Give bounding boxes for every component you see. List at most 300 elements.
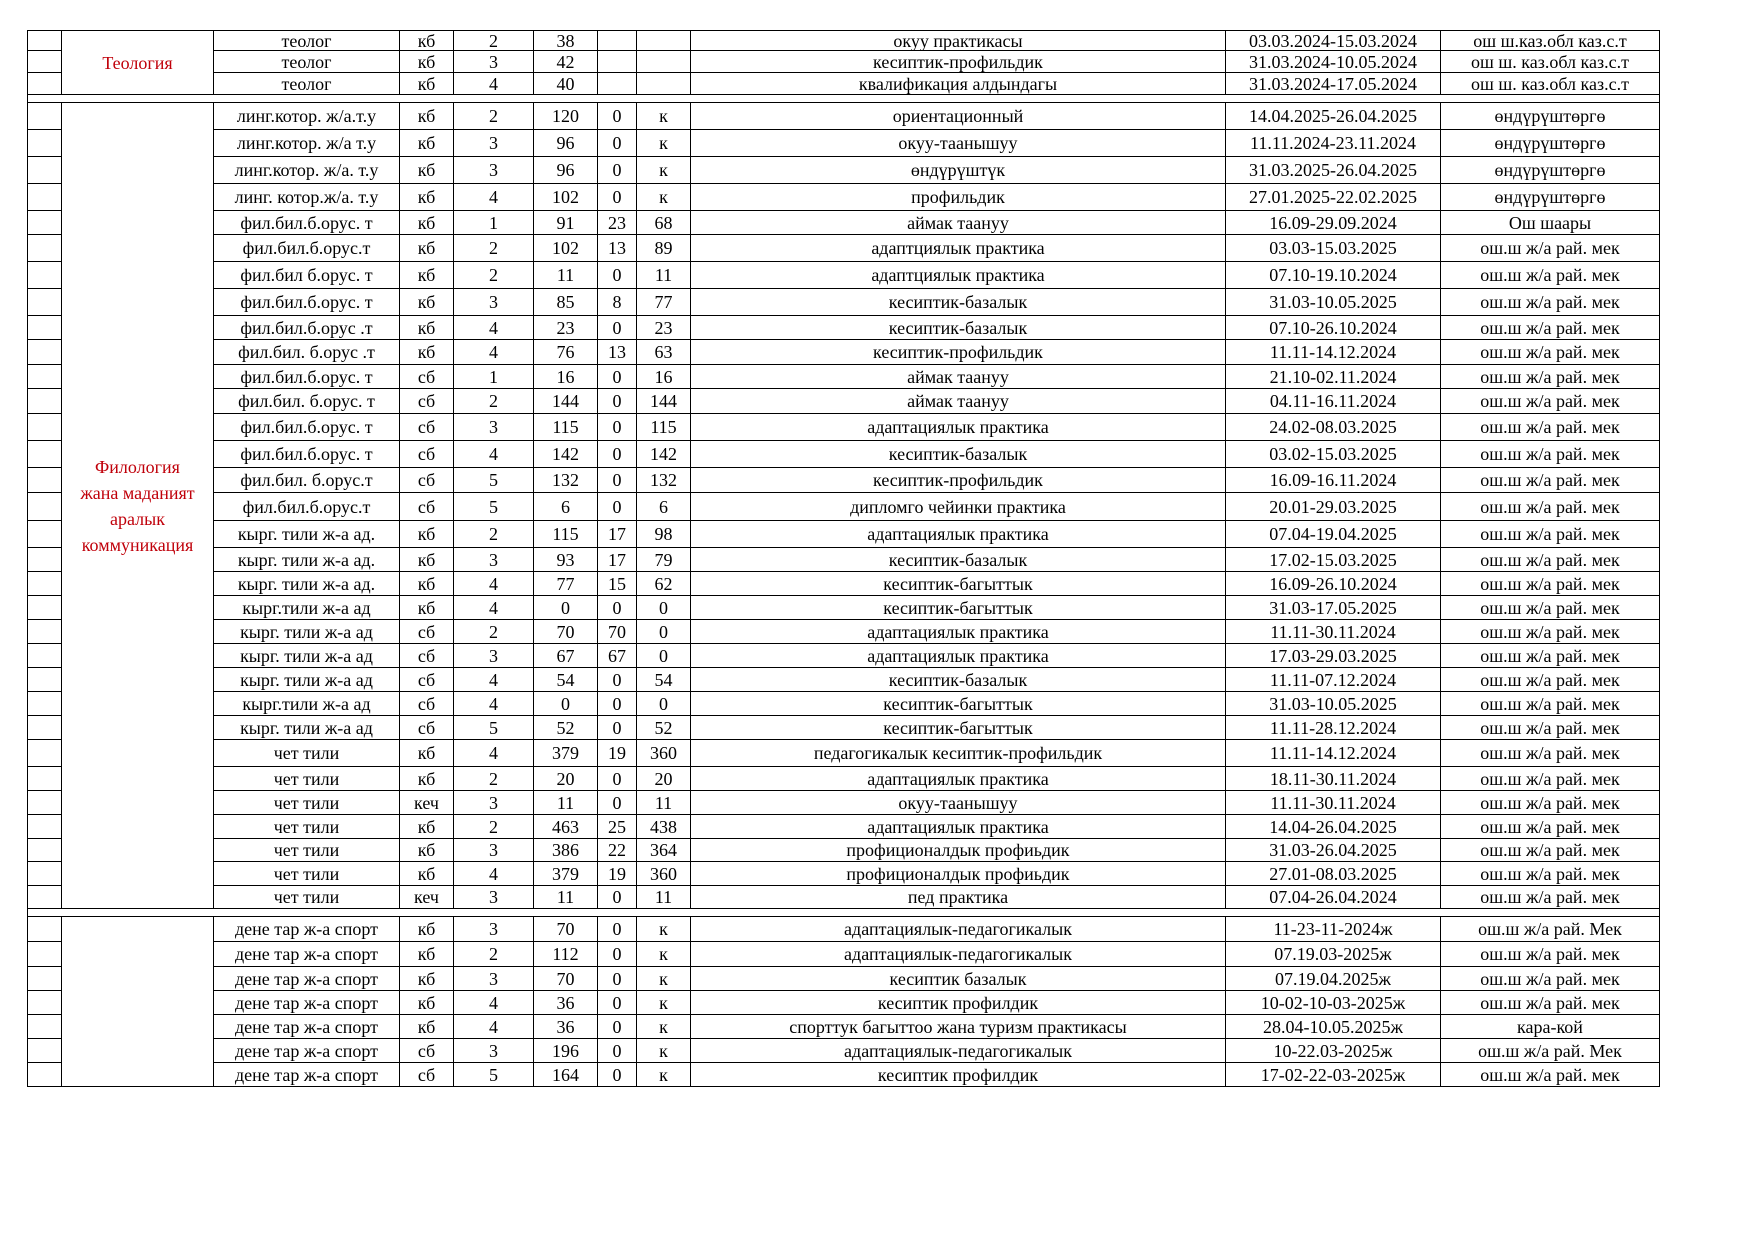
form-cell: кб	[400, 917, 454, 942]
form-cell: кб	[400, 130, 454, 157]
practice-type-cell: адаптациялык практика	[691, 644, 1226, 668]
total-cell: 23	[534, 316, 598, 340]
form-cell: кб	[400, 51, 454, 73]
practice-type-cell: кесиптик-профильдик	[691, 468, 1226, 493]
index-cell	[28, 51, 62, 73]
location-cell: ош.ш ж/а рай. Мек	[1441, 1039, 1660, 1063]
index-cell	[28, 184, 62, 211]
specialty-cell: линг.котор. ж/а т.у	[214, 130, 400, 157]
location-cell: ош.ш ж/а рай. мек	[1441, 716, 1660, 740]
specialty-cell: кырг. тили ж-а ад	[214, 620, 400, 644]
total-cell: 70	[534, 917, 598, 942]
period-cell: 10-22.03-2025ж	[1226, 1039, 1441, 1063]
period-cell: 31.03-26.04.2025	[1226, 839, 1441, 862]
period-cell: 14.04-26.04.2025	[1226, 815, 1441, 839]
practice-type-cell: педагогикалык кесиптик-профильдик	[691, 740, 1226, 767]
form-cell: кб	[400, 316, 454, 340]
form-cell: сб	[400, 668, 454, 692]
index-cell	[28, 414, 62, 441]
budget-cell: 16	[637, 365, 691, 389]
specialty-cell: кырг. тили ж-а ад	[214, 716, 400, 740]
index-cell	[28, 73, 62, 95]
contract-cell: 0	[598, 1015, 637, 1039]
specialty-cell: чет тили	[214, 862, 400, 886]
location-cell: өндүрүштөргө	[1441, 157, 1660, 184]
contract-cell: 23	[598, 211, 637, 235]
form-cell: сб	[400, 414, 454, 441]
course-cell: 2	[454, 767, 534, 791]
budget-cell: к	[637, 991, 691, 1015]
index-cell	[28, 740, 62, 767]
specialty-cell: дене тар ж-а спорт	[214, 1039, 400, 1063]
table-row	[28, 886, 1660, 909]
location-cell: ош.ш ж/а рай. мек	[1441, 644, 1660, 668]
total-cell: 0	[534, 692, 598, 716]
form-cell: кб	[400, 548, 454, 572]
budget-cell: 89	[637, 235, 691, 262]
total-cell: 70	[534, 620, 598, 644]
budget-cell: 98	[637, 521, 691, 548]
spacer-row	[28, 909, 1660, 917]
total-cell: 196	[534, 1039, 598, 1063]
course-cell: 3	[454, 967, 534, 991]
table-row	[28, 596, 1660, 620]
location-cell: ош.ш ж/а рай. мек	[1441, 414, 1660, 441]
location-cell: өндүрүштөргө	[1441, 184, 1660, 211]
location-cell: ош.ш ж/а рай. мек	[1441, 886, 1660, 909]
specialty-cell: чет тили	[214, 886, 400, 909]
index-cell	[28, 942, 62, 967]
table-row	[28, 316, 1660, 340]
total-cell: 91	[534, 211, 598, 235]
period-cell: 18.11-30.11.2024	[1226, 767, 1441, 791]
index-cell	[28, 235, 62, 262]
period-cell: 31.03.2024-17.05.2024	[1226, 73, 1441, 95]
total-cell: 102	[534, 184, 598, 211]
contract-cell: 0	[598, 716, 637, 740]
course-cell: 5	[454, 468, 534, 493]
total-cell: 6	[534, 493, 598, 521]
specialty-cell: дене тар ж-а спорт	[214, 967, 400, 991]
index-cell	[28, 389, 62, 414]
practice-type-cell: кесиптик профилдик	[691, 1063, 1226, 1087]
location-cell: өндүрүштөргө	[1441, 103, 1660, 130]
contract-cell: 0	[598, 1063, 637, 1087]
specialty-cell: теолог	[214, 51, 400, 73]
practice-type-cell: кесиптик базалык	[691, 967, 1226, 991]
specialty-cell: дене тар ж-а спорт	[214, 942, 400, 967]
total-cell: 77	[534, 572, 598, 596]
practice-type-cell: аймак таануу	[691, 365, 1226, 389]
practice-type-cell: профильдик	[691, 184, 1226, 211]
total-cell: 379	[534, 862, 598, 886]
practice-type-cell: кесиптик-базалык	[691, 668, 1226, 692]
spacer-cell	[28, 95, 1660, 103]
form-cell: кб	[400, 184, 454, 211]
period-cell: 17.03-29.03.2025	[1226, 644, 1441, 668]
location-cell: ош.ш ж/а рай. мек	[1441, 596, 1660, 620]
specialty-cell: кырг. тили ж-а ад.	[214, 548, 400, 572]
course-cell: 4	[454, 572, 534, 596]
total-cell: 142	[534, 441, 598, 468]
specialty-cell: теолог	[214, 31, 400, 51]
contract-cell: 8	[598, 289, 637, 316]
spacer-row	[28, 95, 1660, 103]
budget-cell: 0	[637, 644, 691, 668]
table-row	[28, 365, 1660, 389]
practice-type-cell: аймак таануу	[691, 389, 1226, 414]
period-cell: 11.11-07.12.2024	[1226, 668, 1441, 692]
location-cell: ош.ш ж/а рай. мек	[1441, 767, 1660, 791]
table-row	[28, 791, 1660, 815]
budget-cell	[637, 31, 691, 51]
index-cell	[28, 791, 62, 815]
course-cell: 1	[454, 365, 534, 389]
table-row	[28, 644, 1660, 668]
specialty-cell: фил.бил.б.орус. т	[214, 365, 400, 389]
contract-cell: 19	[598, 862, 637, 886]
table-row	[28, 942, 1660, 967]
course-cell: 1	[454, 211, 534, 235]
budget-cell	[637, 73, 691, 95]
specialty-cell: фил.бил. б.орус.т	[214, 468, 400, 493]
course-cell: 4	[454, 740, 534, 767]
table-row	[28, 767, 1660, 791]
period-cell: 28.04-10.05.2025ж	[1226, 1015, 1441, 1039]
period-cell: 07.10-26.10.2024	[1226, 316, 1441, 340]
form-cell: кеч	[400, 791, 454, 815]
faculty-cell: Филология жана маданият аралык коммуникация	[62, 103, 214, 909]
contract-cell: 0	[598, 991, 637, 1015]
index-cell	[28, 692, 62, 716]
spacer-cell	[28, 909, 1660, 917]
total-cell: 164	[534, 1063, 598, 1087]
budget-cell: 68	[637, 211, 691, 235]
course-cell: 4	[454, 316, 534, 340]
contract-cell: 17	[598, 521, 637, 548]
table-row	[28, 620, 1660, 644]
course-cell: 3	[454, 791, 534, 815]
period-cell: 10-02-10-03-2025ж	[1226, 991, 1441, 1015]
period-cell: 17-02-22-03-2025ж	[1226, 1063, 1441, 1087]
course-cell: 3	[454, 414, 534, 441]
practice-type-cell: окуу-таанышуу	[691, 130, 1226, 157]
practice-type-cell: кесиптик-профильдик	[691, 51, 1226, 73]
total-cell: 40	[534, 73, 598, 95]
budget-cell: к	[637, 103, 691, 130]
index-cell	[28, 967, 62, 991]
faculty-cell: Теология	[62, 31, 214, 95]
course-cell: 3	[454, 917, 534, 942]
total-cell: 0	[534, 596, 598, 620]
course-cell: 4	[454, 1015, 534, 1039]
form-cell: кб	[400, 991, 454, 1015]
specialty-cell: чет тили	[214, 839, 400, 862]
specialty-cell: фил.бил.б.орус. т	[214, 414, 400, 441]
specialty-cell: дене тар ж-а спорт	[214, 1063, 400, 1087]
table-row	[28, 184, 1660, 211]
budget-cell: 360	[637, 740, 691, 767]
form-cell: сб	[400, 620, 454, 644]
specialty-cell: дене тар ж-а спорт	[214, 1015, 400, 1039]
budget-cell: к	[637, 130, 691, 157]
course-cell: 3	[454, 157, 534, 184]
location-cell: ош ш.каз.обл каз.с.т	[1441, 31, 1660, 51]
specialty-cell: дене тар ж-а спорт	[214, 991, 400, 1015]
course-cell: 4	[454, 184, 534, 211]
practice-type-cell: окуу практикасы	[691, 31, 1226, 51]
course-cell: 5	[454, 716, 534, 740]
budget-cell: к	[637, 1063, 691, 1087]
table-row	[28, 31, 1660, 51]
specialty-cell: фил.бил.б.орус.т	[214, 493, 400, 521]
period-cell: 11.11-30.11.2024	[1226, 620, 1441, 644]
total-cell: 93	[534, 548, 598, 572]
budget-cell: 115	[637, 414, 691, 441]
location-cell: ош.ш ж/а рай. мек	[1441, 521, 1660, 548]
total-cell: 36	[534, 1015, 598, 1039]
location-cell: ош.ш ж/а рай. мек	[1441, 967, 1660, 991]
location-cell: ош.ш ж/а рай. мек	[1441, 839, 1660, 862]
practice-type-cell: кесиптик-багыттык	[691, 716, 1226, 740]
index-cell	[28, 644, 62, 668]
location-cell: ош.ш ж/а рай. мек	[1441, 991, 1660, 1015]
course-cell: 2	[454, 31, 534, 51]
index-cell	[28, 1063, 62, 1087]
period-cell: 04.11-16.11.2024	[1226, 389, 1441, 414]
form-cell: кб	[400, 73, 454, 95]
practice-type-cell: кесиптик-багыттык	[691, 692, 1226, 716]
table-row	[28, 51, 1660, 73]
budget-cell: к	[637, 184, 691, 211]
specialty-cell: кырг. тили ж-а ад.	[214, 521, 400, 548]
form-cell: кб	[400, 262, 454, 289]
practice-type-cell: кесиптик-профильдик	[691, 340, 1226, 365]
contract-cell: 0	[598, 262, 637, 289]
form-cell: кб	[400, 815, 454, 839]
form-cell: кб	[400, 157, 454, 184]
practice-type-cell: адаптациялык практика	[691, 521, 1226, 548]
budget-cell: 79	[637, 548, 691, 572]
specialty-cell: дене тар ж-а спорт	[214, 917, 400, 942]
specialty-cell: фил.бил.б.орус .т	[214, 316, 400, 340]
specialty-cell: линг. котор.ж/а. т.у	[214, 184, 400, 211]
total-cell: 36	[534, 991, 598, 1015]
location-cell: Ош шаары	[1441, 211, 1660, 235]
table-row	[28, 839, 1660, 862]
practice-type-cell: кесиптик-базалык	[691, 289, 1226, 316]
contract-cell: 0	[598, 468, 637, 493]
budget-cell: к	[637, 1039, 691, 1063]
period-cell: 27.01.2025-22.02.2025	[1226, 184, 1441, 211]
form-cell: кб	[400, 839, 454, 862]
form-cell: кб	[400, 521, 454, 548]
location-cell: ош.ш ж/а рай. мек	[1441, 468, 1660, 493]
location-cell: ош.ш ж/а рай. мек	[1441, 862, 1660, 886]
contract-cell: 0	[598, 791, 637, 815]
specialty-cell: чет тили	[214, 767, 400, 791]
practice-type-cell: квалификация алдындагы	[691, 73, 1226, 95]
specialty-cell: кырг. тили ж-а ад	[214, 644, 400, 668]
practice-type-cell: кесиптик профилдик	[691, 991, 1226, 1015]
form-cell: кб	[400, 31, 454, 51]
contract-cell: 0	[598, 767, 637, 791]
budget-cell: 0	[637, 692, 691, 716]
period-cell: 11.11-28.12.2024	[1226, 716, 1441, 740]
contract-cell: 13	[598, 235, 637, 262]
period-cell: 03.03.2024-15.03.2024	[1226, 31, 1441, 51]
total-cell: 20	[534, 767, 598, 791]
table-row	[28, 572, 1660, 596]
budget-cell: к	[637, 967, 691, 991]
form-cell: кб	[400, 862, 454, 886]
practice-type-cell: пед практика	[691, 886, 1226, 909]
course-cell: 3	[454, 289, 534, 316]
index-cell	[28, 917, 62, 942]
total-cell: 16	[534, 365, 598, 389]
period-cell: 07.04-26.04.2024	[1226, 886, 1441, 909]
practice-type-cell: адаптациялык-педагогикалык	[691, 1039, 1226, 1063]
total-cell: 11	[534, 791, 598, 815]
table-row	[28, 157, 1660, 184]
budget-cell: 11	[637, 886, 691, 909]
contract-cell: 0	[598, 316, 637, 340]
table-row	[28, 716, 1660, 740]
total-cell: 38	[534, 31, 598, 51]
specialty-cell: кырг.тили ж-а ад	[214, 692, 400, 716]
index-cell	[28, 521, 62, 548]
course-cell: 3	[454, 839, 534, 862]
specialty-cell: фил.бил.б.орус. т	[214, 211, 400, 235]
table-row	[28, 1039, 1660, 1063]
practice-type-cell: ориентационный	[691, 103, 1226, 130]
contract-cell: 13	[598, 340, 637, 365]
table-row	[28, 340, 1660, 365]
contract-cell: 0	[598, 668, 637, 692]
course-cell: 3	[454, 644, 534, 668]
budget-cell: к	[637, 942, 691, 967]
contract-cell: 19	[598, 740, 637, 767]
location-cell: өндүрүштөргө	[1441, 130, 1660, 157]
index-cell	[28, 103, 62, 130]
total-cell: 85	[534, 289, 598, 316]
practice-type-cell: кесиптик-базалык	[691, 548, 1226, 572]
period-cell: 03.02-15.03.2025	[1226, 441, 1441, 468]
course-cell: 2	[454, 235, 534, 262]
specialty-cell: фил.бил.б.орус.т	[214, 235, 400, 262]
period-cell: 16.09-26.10.2024	[1226, 572, 1441, 596]
practice-type-cell: адаптациялык практика	[691, 414, 1226, 441]
course-cell: 4	[454, 668, 534, 692]
specialty-cell: чет тили	[214, 815, 400, 839]
location-cell: кара-кой	[1441, 1015, 1660, 1039]
form-cell: кб	[400, 235, 454, 262]
course-cell: 3	[454, 886, 534, 909]
budget-cell: 144	[637, 389, 691, 414]
budget-cell: 20	[637, 767, 691, 791]
table-row	[28, 441, 1660, 468]
form-cell: кб	[400, 572, 454, 596]
practice-type-cell: спорттук багыттоо жана туризм практикасы	[691, 1015, 1226, 1039]
location-cell: ош.ш ж/а рай. мек	[1441, 493, 1660, 521]
index-cell	[28, 548, 62, 572]
practice-type-cell: кесиптик-багыттык	[691, 572, 1226, 596]
contract-cell	[598, 51, 637, 73]
form-cell: кб	[400, 103, 454, 130]
index-cell	[28, 862, 62, 886]
table-row	[28, 521, 1660, 548]
index-cell	[28, 31, 62, 51]
table-row	[28, 493, 1660, 521]
table-row	[28, 917, 1660, 942]
location-cell: ош.ш ж/а рай. мек	[1441, 815, 1660, 839]
period-cell: 07.04-19.04.2025	[1226, 521, 1441, 548]
contract-cell: 0	[598, 441, 637, 468]
course-cell: 4	[454, 596, 534, 620]
form-cell: кеч	[400, 886, 454, 909]
total-cell: 115	[534, 414, 598, 441]
contract-cell: 17	[598, 548, 637, 572]
budget-cell: к	[637, 157, 691, 184]
course-cell: 5	[454, 493, 534, 521]
form-cell: сб	[400, 493, 454, 521]
budget-cell: к	[637, 917, 691, 942]
contract-cell: 0	[598, 692, 637, 716]
location-cell: ош.ш ж/а рай. мек	[1441, 668, 1660, 692]
location-cell: ош ш. каз.обл каз.с.т	[1441, 73, 1660, 95]
course-cell: 2	[454, 262, 534, 289]
specialty-cell: кырг. тили ж-а ад	[214, 668, 400, 692]
location-cell: ош.ш ж/а рай. мек	[1441, 942, 1660, 967]
budget-cell: 0	[637, 596, 691, 620]
form-cell: кб	[400, 596, 454, 620]
index-cell	[28, 493, 62, 521]
period-cell: 07.10-19.10.2024	[1226, 262, 1441, 289]
period-cell: 11.11-30.11.2024	[1226, 791, 1441, 815]
index-cell	[28, 886, 62, 909]
location-cell: ош.ш ж/а рай. мек	[1441, 262, 1660, 289]
index-cell	[28, 668, 62, 692]
budget-cell: 11	[637, 262, 691, 289]
index-cell	[28, 596, 62, 620]
period-cell: 31.03.2025-26.04.2025	[1226, 157, 1441, 184]
index-cell	[28, 262, 62, 289]
location-cell: ош.ш ж/а рай. мек	[1441, 548, 1660, 572]
table-row	[28, 130, 1660, 157]
period-cell: 11.11-14.12.2024	[1226, 740, 1441, 767]
practice-type-cell: кесиптик-багыттык	[691, 596, 1226, 620]
total-cell: 96	[534, 130, 598, 157]
form-cell: сб	[400, 468, 454, 493]
location-cell: ош.ш ж/а рай. мек	[1441, 572, 1660, 596]
index-cell	[28, 767, 62, 791]
form-cell: кб	[400, 340, 454, 365]
form-cell: сб	[400, 389, 454, 414]
contract-cell: 0	[598, 917, 637, 942]
specialty-cell: кырг. тили ж-а ад.	[214, 572, 400, 596]
index-cell	[28, 716, 62, 740]
practice-type-cell: адаптациялык-педагогикалык	[691, 917, 1226, 942]
period-cell: 07.19.03-2025ж	[1226, 942, 1441, 967]
location-cell: ош.ш ж/а рай. мек	[1441, 620, 1660, 644]
specialty-cell: фил.бил. б.орус .т	[214, 340, 400, 365]
budget-cell	[637, 51, 691, 73]
contract-cell	[598, 73, 637, 95]
course-cell: 3	[454, 51, 534, 73]
course-cell: 3	[454, 130, 534, 157]
total-cell: 132	[534, 468, 598, 493]
period-cell: 11-23-11-2024ж	[1226, 917, 1441, 942]
